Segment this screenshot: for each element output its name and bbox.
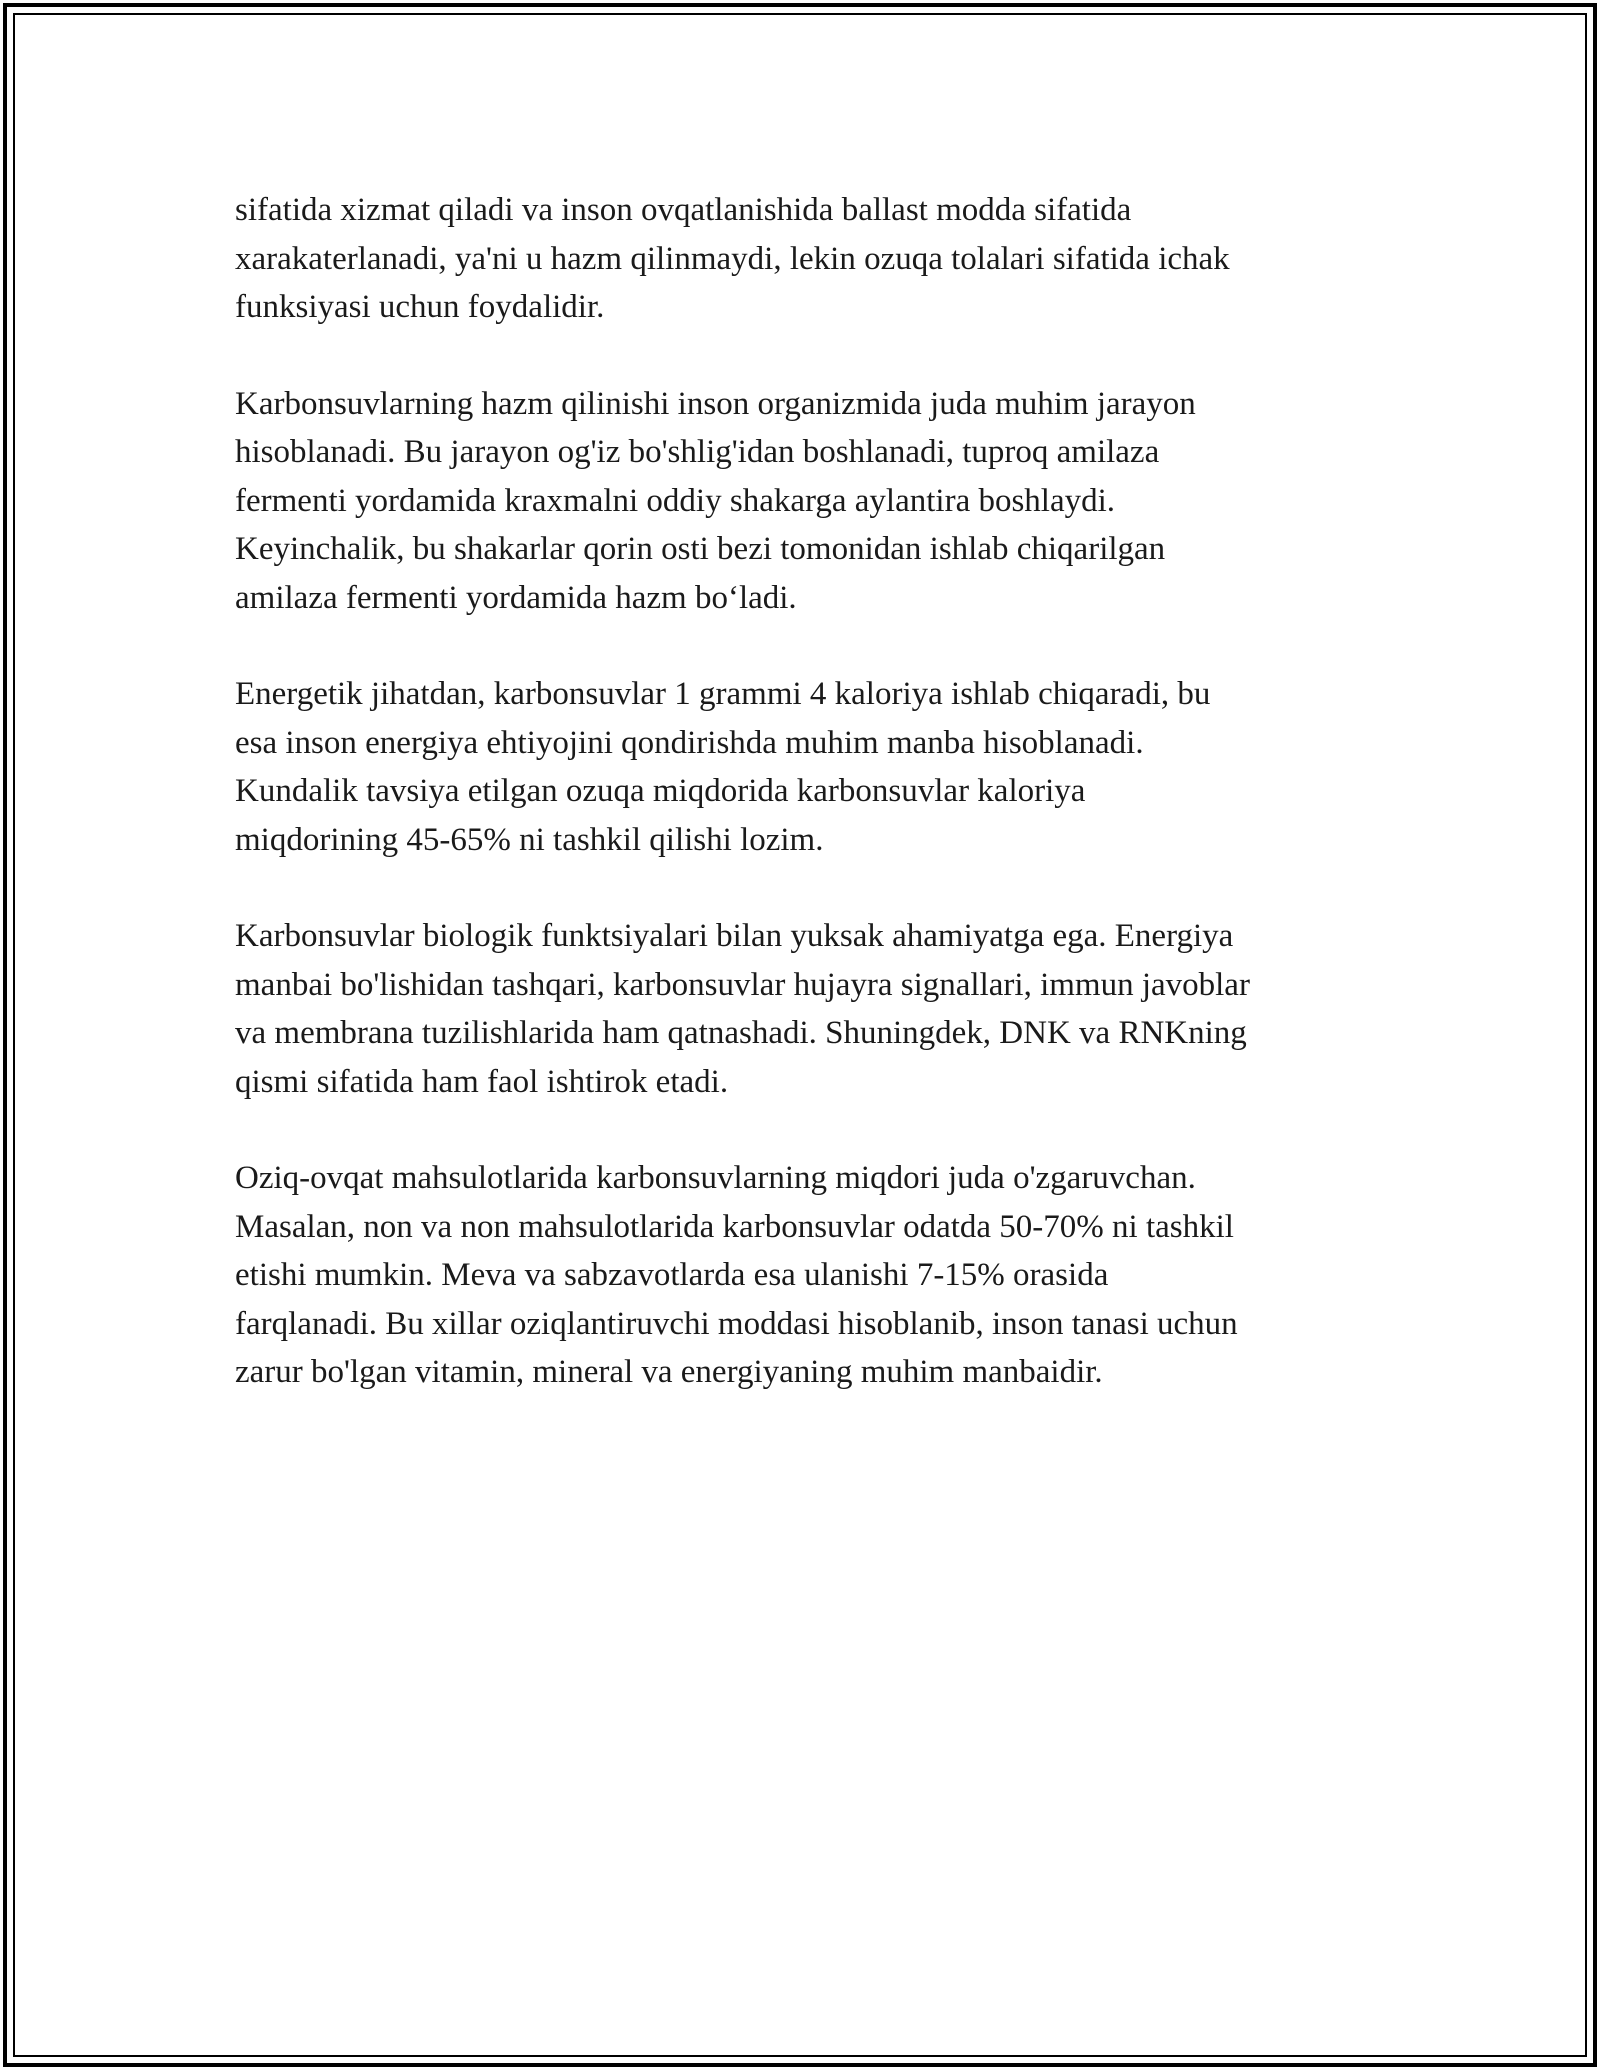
- paragraph-5: Oziq-ovqat mahsulotlarida karbonsuvlarning miqdori juda o'zgaruvchan. Masalan, non va non mahsulotlarida karbonsuvlar odatda 50-70% ni tashkil etishi mumkin. Meva va sabzavotlarda esa ulanishi 7-15% orasida farqlanadi. Bu xillar oziqlantiruvchi moddasi hisoblanib, inson tanasi uchun zarur bo'lgan vitamin, mineral va energiyaning muhim manbaidir.: [235, 1160, 1238, 1390]
- document-body: [235, 186, 1385, 1445]
- paragraph-4: Karbonsuvlar biologik funktsiyalari bilan yuksak ahamiyatga ega. Energiya manbai bo'lishidan tashqari, karbonsuvlar hujayra signallari, immun javoblar va membrana tuzilishlarida ham qatnashadi. Shuningdek, DNK va RNKning qismi sifatida ham faol ishtirok etadi.: [235, 918, 1250, 1100]
- paragraph-2: Karbonsuvlarning hazm qilinishi inson organizmida juda muhim jarayon hisoblanadi. Bu jarayon og'iz bo'shlig'idan boshlanadi, tuproq amilaza fermenti yordamida kraxmalni oddiy shakarga aylantira boshlaydi. Keyinchalik, bu shakarlar qorin osti bezi tomonidan ishlab chiqarilgan amilaza fermenti yordamida hazm bo‘ladi.: [235, 385, 1196, 616]
- paragraph-1: sifatida xizmat qiladi va inson ovqatlanishida ballast modda sifatida xarakaterlanadi, ya'ni u hazm qilinmaydi, lekin ozuqa tolalari sifatida ichak funksiyasi uchun foydalidir.: [235, 192, 1230, 325]
- paragraph-3: Energetik jihatdan, karbonsuvlar 1 grammi 4 kaloriya ishlab chiqaradi, bu esa inson energiya ehtiyojini qondirishda muhim manba hisoblanadi. Kundalik tavsiya etilgan ozuqa miqdorida karbonsuvlar kaloriya miqdorining 45-65% ni tashkil qilishi lozim.: [235, 676, 1211, 858]
